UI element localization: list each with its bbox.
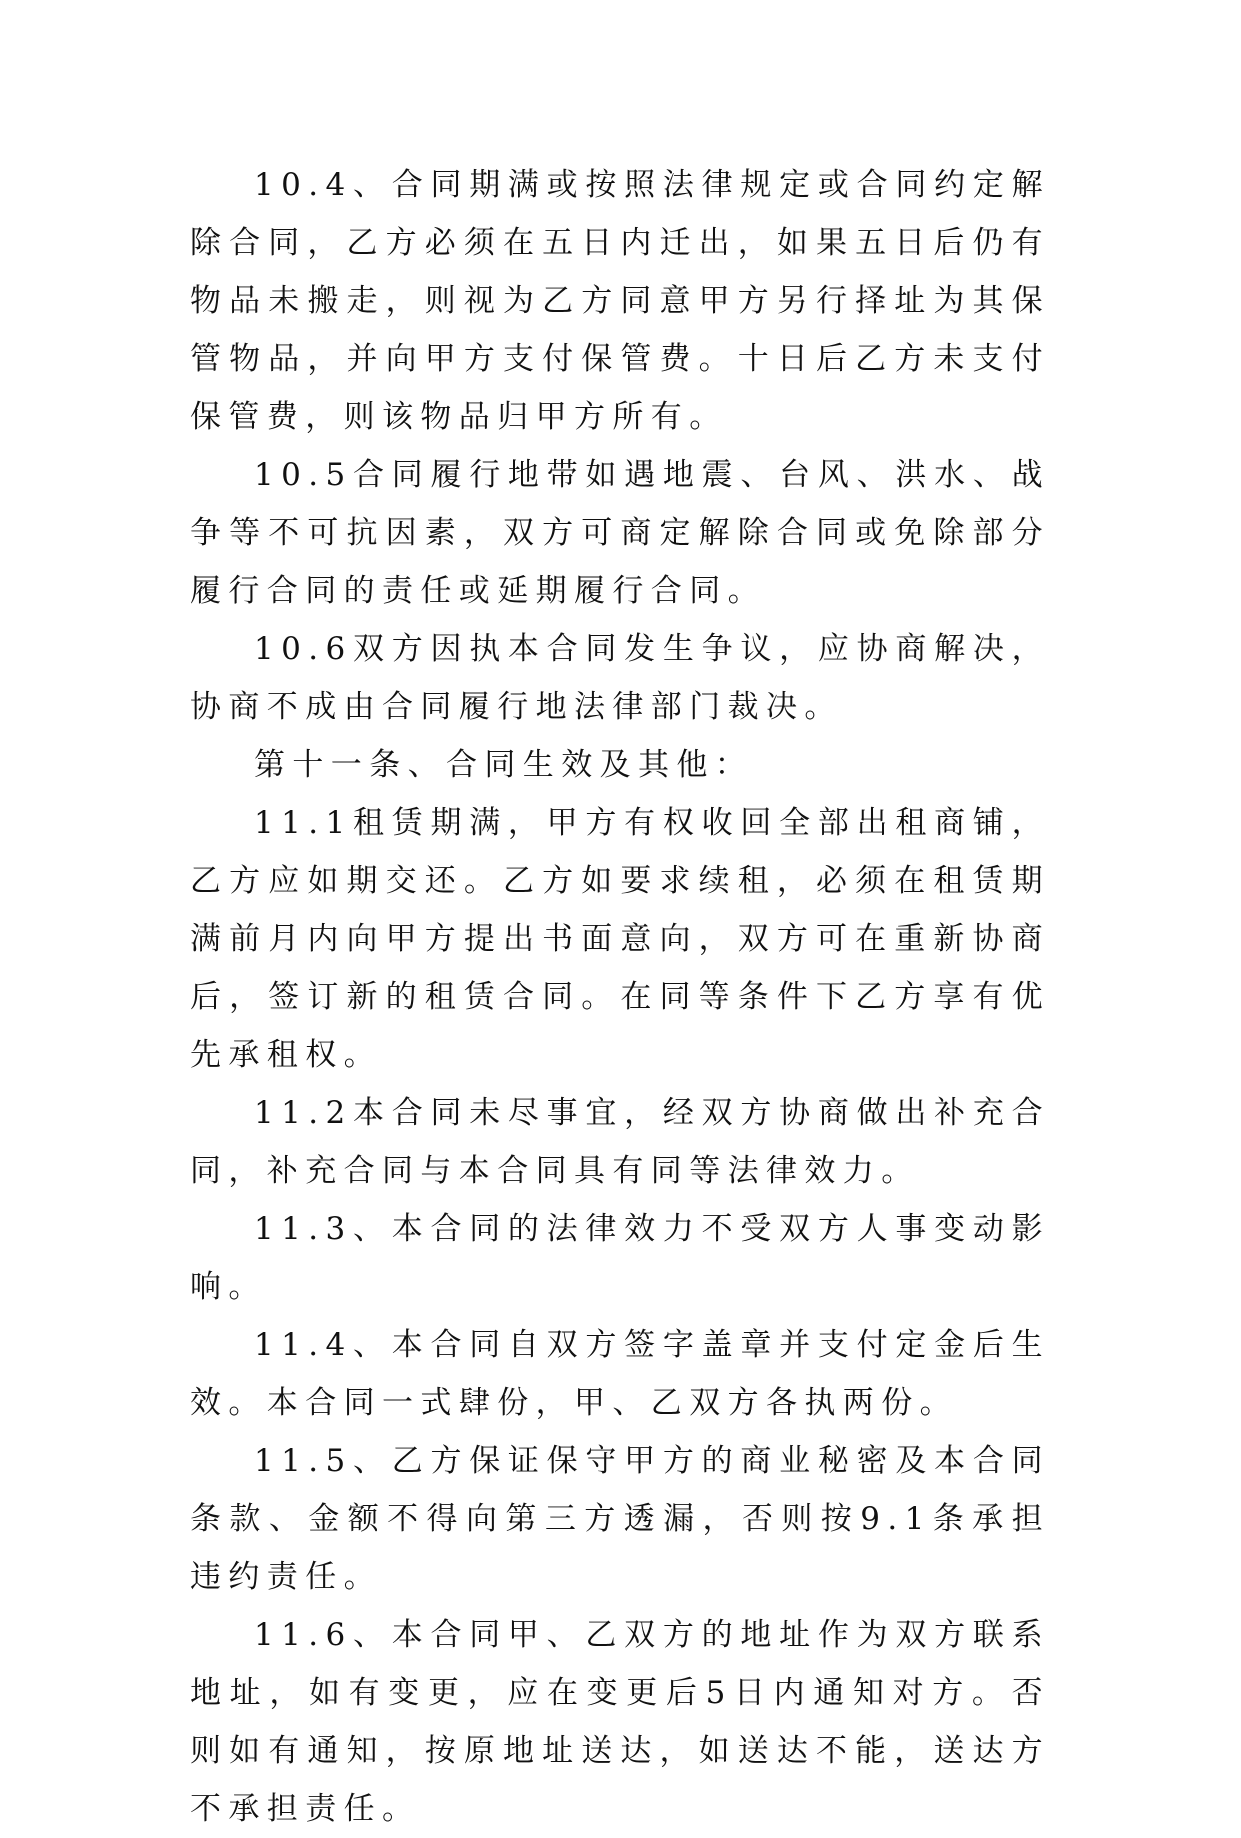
paragraph-11-6: 11.6、本合同甲、乙双方的地址作为双方联系地址，如有变更，应在变更后5日内通知对方。否则如有通知，按原地址送达，如送达不能，送达方不承担责任。 <box>190 1617 1050 1827</box>
section-heading-article-11: 第十一条、合同生效及其他： <box>254 747 754 783</box>
paragraph-11-2: 11.2本合同未尽事宜，经双方协商做出补充合同，补充合同与本合同具有同等法律效力。 <box>190 1095 1050 1189</box>
paragraph-10-5: 10.5合同履行地带如遇地震、台风、洪水、战争等不可抗因素，双方可商定解除合同或免除部分履行合同的责任或延期履行合同。 <box>190 457 1050 609</box>
paragraph-11-4: 11.4、本合同自双方签字盖章并支付定金后生效。本合同一式肆份，甲、乙双方各执两份。 <box>190 1327 1050 1421</box>
paragraph-10-4: 10.4、合同期满或按照法律规定或合同约定解除合同，乙方必须在五日内迁出，如果五日后仍有物品未搬走，则视为乙方同意甲方另行择址为其保管物品，并向甲方支付保管费。十日后乙方未支付保管费，则该物品归甲方所有。 <box>190 167 1050 435</box>
document-page <box>190 156 1050 1838</box>
paragraph-11-3: 11.3、本合同的法律效力不受双方人事变动影响。 <box>190 1211 1050 1305</box>
paragraph-11-1: 11.1租赁期满，甲方有权收回全部出租商铺，乙方应如期交还。乙方如要求续租，必须在租赁期满前月内向甲方提出书面意向，双方可在重新协商后，签订新的租赁合同。在同等条件下乙方享有优先承租权。 <box>190 805 1050 1073</box>
paragraph-10-6: 10.6双方因执本合同发生争议，应协商解决，协商不成由合同履行地法律部门裁决。 <box>190 631 1050 725</box>
paragraph-11-5: 11.5、乙方保证保守甲方的商业秘密及本合同条款、金额不得向第三方透漏，否则按9.1条承担违约责任。 <box>190 1443 1050 1595</box>
